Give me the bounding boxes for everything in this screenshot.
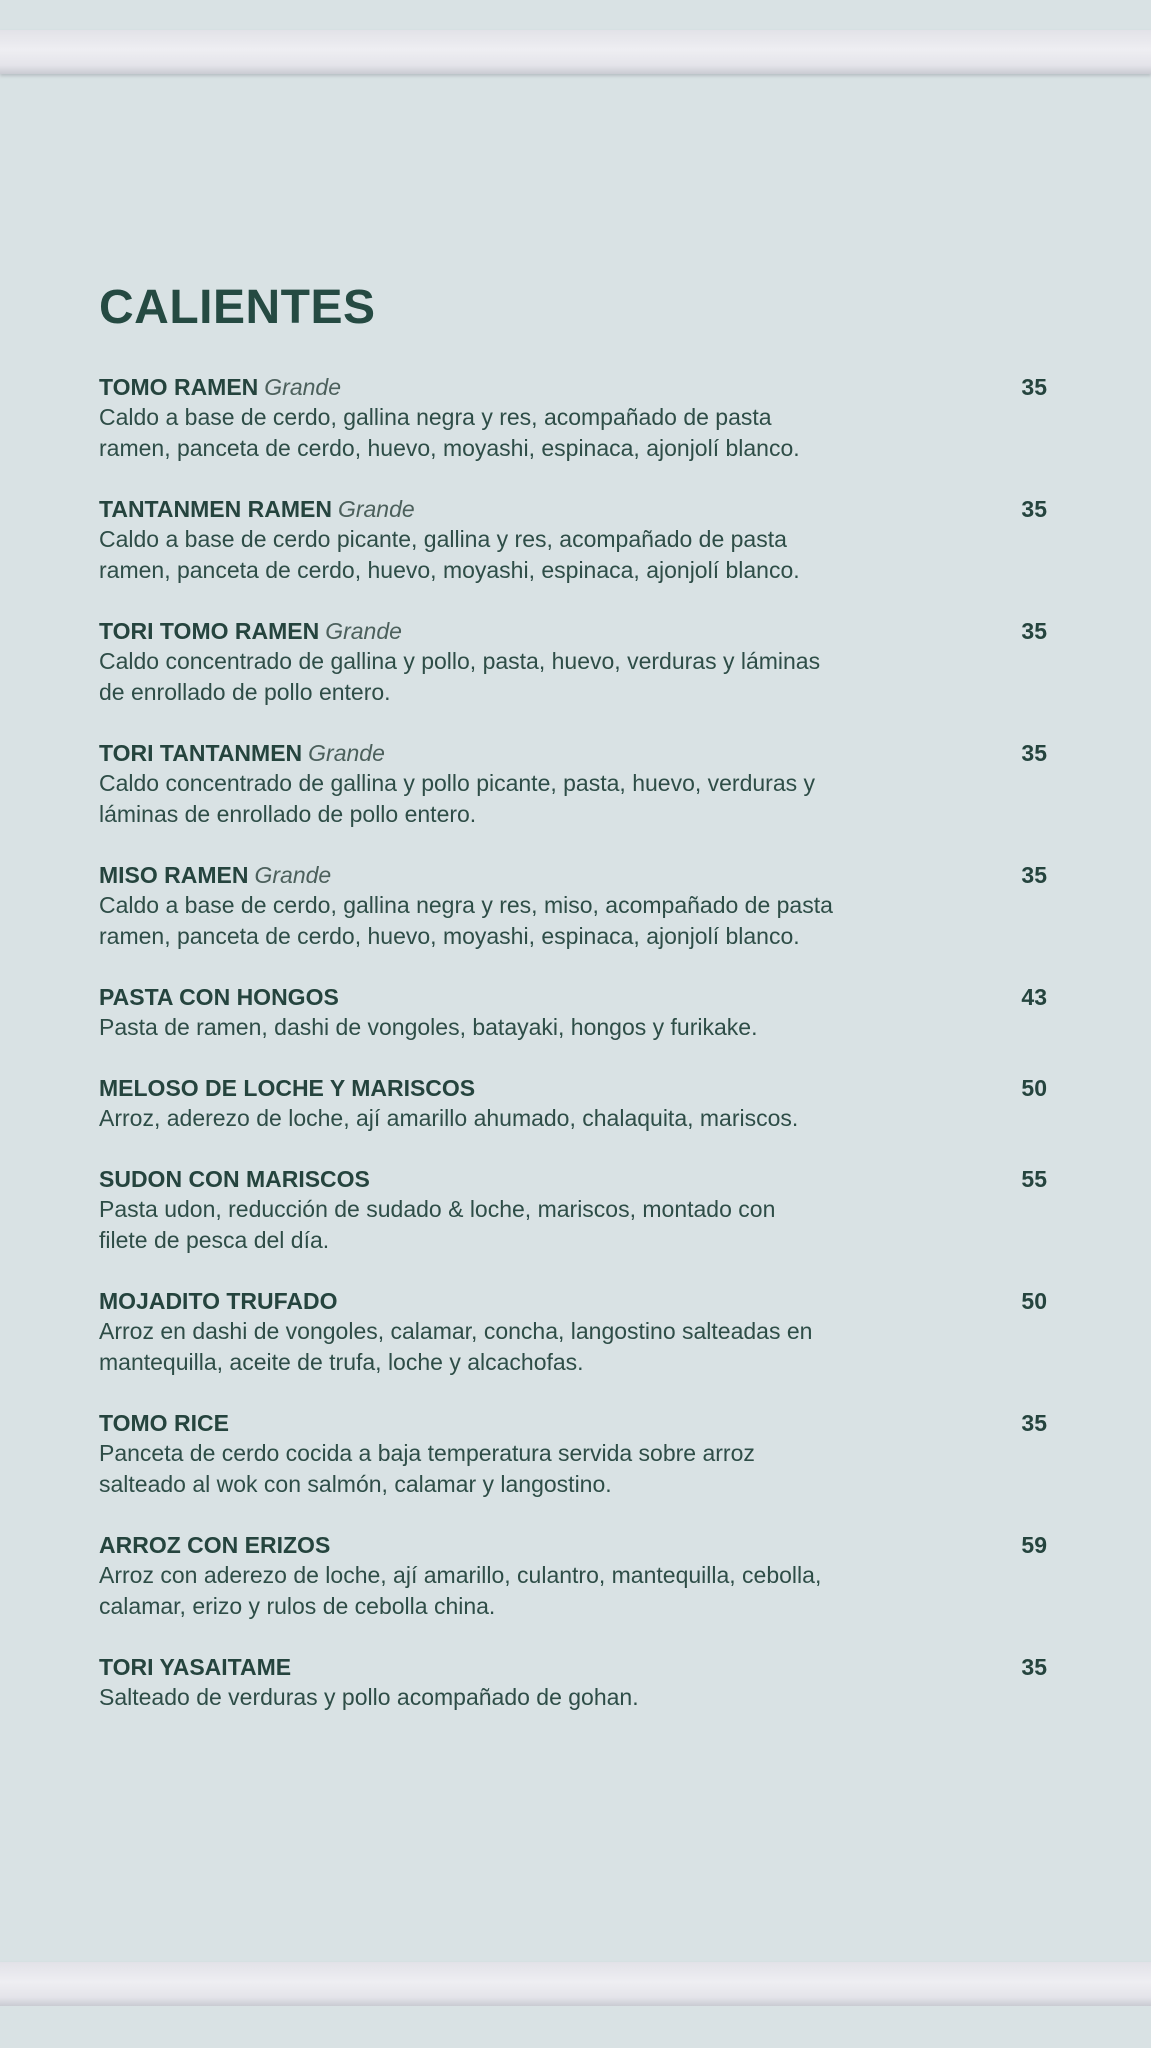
menu-item-name: TORI YASAITAME bbox=[99, 1654, 292, 1680]
menu-item-description-line: Salteado de verduras y pollo acompañado de gohan. bbox=[99, 1684, 639, 1710]
menu-item bbox=[99, 1408, 1047, 1500]
menu-item-price: 35 bbox=[1021, 862, 1047, 888]
menu-item-title bbox=[99, 982, 339, 1012]
menu-item-name: MELOSO DE LOCHE Y MARISCOS bbox=[99, 1075, 476, 1101]
menu-item-header bbox=[99, 982, 1047, 1012]
menu-item-title bbox=[99, 1073, 475, 1103]
menu-item-title bbox=[99, 1530, 330, 1560]
menu-item-title bbox=[99, 738, 385, 768]
menu-item-header bbox=[99, 1408, 1047, 1438]
page-divider-top bbox=[0, 30, 1151, 74]
menu-item-name: TOMO RAMEN bbox=[99, 374, 259, 400]
menu-item-description-line: Arroz con aderezo de loche, ají amarillo, culantro, mantequilla, cebolla, bbox=[99, 1562, 822, 1588]
bottom-margin bbox=[0, 2006, 1151, 2048]
menu-item-description-line: salteado al wok con salmón, calamar y langostino. bbox=[99, 1471, 612, 1497]
menu-list bbox=[99, 372, 1047, 1743]
menu-item bbox=[99, 1073, 1047, 1134]
menu-item-header bbox=[99, 860, 1047, 890]
menu-item-description-line: calamar, erizo y rulos de cebolla china. bbox=[99, 1593, 496, 1619]
menu-item-description-line: Caldo concentrado de gallina y pollo, pasta, huevo, verduras y láminas bbox=[99, 648, 821, 674]
menu-item-price: 35 bbox=[1021, 618, 1047, 644]
menu-item-description-line: Pasta udon, reducción de sudado & loche, mariscos, montado con bbox=[99, 1196, 776, 1222]
menu-item-name: MOJADITO TRUFADO bbox=[99, 1288, 338, 1314]
menu-item-description-line: ramen, panceta de cerdo, huevo, moyashi, espinaca, ajonjolí blanco. bbox=[99, 435, 800, 461]
menu-item-header bbox=[99, 1286, 1047, 1316]
menu-item-header bbox=[99, 1530, 1047, 1560]
menu-item-price: 59 bbox=[1021, 1532, 1047, 1558]
menu-item-title bbox=[99, 1652, 291, 1682]
menu-item bbox=[99, 1652, 1047, 1713]
menu-item-title bbox=[99, 616, 402, 646]
menu-item-name: MISO RAMEN bbox=[99, 862, 249, 888]
menu-item-size: Grande bbox=[254, 862, 332, 888]
menu-item bbox=[99, 372, 1047, 464]
menu-item-title bbox=[99, 1164, 370, 1194]
menu-item-header bbox=[99, 372, 1047, 402]
menu-item-price: 35 bbox=[1021, 1410, 1047, 1436]
menu-item-description-line: láminas de enrollado de pollo entero. bbox=[99, 801, 477, 827]
menu-item-title bbox=[99, 372, 341, 402]
menu-item bbox=[99, 494, 1047, 586]
menu-item-header bbox=[99, 738, 1047, 768]
menu-item bbox=[99, 616, 1047, 708]
menu-item-name: ARROZ CON ERIZOS bbox=[99, 1532, 331, 1558]
menu-item-name: SUDON CON MARISCOS bbox=[99, 1166, 370, 1192]
menu-item-title bbox=[99, 1286, 338, 1316]
menu-item-size: Grande bbox=[264, 374, 342, 400]
menu-item-description-line: Panceta de cerdo cocida a baja temperatura servida sobre arroz bbox=[99, 1440, 755, 1466]
menu-item bbox=[99, 1530, 1047, 1622]
menu-item-size: Grande bbox=[308, 740, 385, 766]
menu-item-title bbox=[99, 860, 331, 890]
menu-item-size: Grande bbox=[337, 496, 415, 522]
menu-item-price: 43 bbox=[1021, 984, 1047, 1010]
menu-item-price: 55 bbox=[1021, 1166, 1047, 1192]
section-title: CALIENTES bbox=[99, 281, 376, 334]
menu-item-description-line: ramen, panceta de cerdo, huevo, moyashi, espinaca, ajonjolí blanco. bbox=[99, 557, 800, 583]
menu-item-title bbox=[99, 494, 415, 524]
menu-item-description-line: Pasta de ramen, dashi de vongoles, batayaki, hongos y furikake. bbox=[99, 1014, 758, 1040]
menu-item-header bbox=[99, 1164, 1047, 1194]
menu-item bbox=[99, 860, 1047, 952]
menu-item-name: TOMO RICE bbox=[99, 1410, 229, 1436]
menu-item-description-line: Caldo concentrado de gallina y pollo picante, pasta, huevo, verduras y bbox=[99, 770, 816, 796]
menu-item-price: 35 bbox=[1021, 374, 1047, 400]
menu-item bbox=[99, 1286, 1047, 1378]
menu-item-description-line: Caldo a base de cerdo, gallina negra y res, miso, acompañado de pasta bbox=[99, 892, 833, 918]
menu-item-description-line: mantequilla, aceite de trufa, loche y alcachofas. bbox=[99, 1349, 584, 1375]
menu-item-header bbox=[99, 1652, 1047, 1682]
menu-item-price: 35 bbox=[1021, 496, 1047, 522]
menu-item-name: TORI TANTANMEN bbox=[99, 740, 303, 766]
menu-item-name: TORI TOMO RAMEN bbox=[99, 618, 320, 644]
menu-item-description-line: ramen, panceta de cerdo, huevo, moyashi, espinaca, ajonjolí blanco. bbox=[99, 923, 800, 949]
menu-item-title bbox=[99, 1408, 229, 1438]
menu-item-price: 35 bbox=[1021, 740, 1047, 766]
menu-item-description-line: de enrollado de pollo entero. bbox=[99, 679, 391, 705]
menu-item-price: 35 bbox=[1021, 1654, 1047, 1680]
menu-item bbox=[99, 982, 1047, 1043]
menu-item-description-line: filete de pesca del día. bbox=[99, 1227, 330, 1253]
top-margin bbox=[0, 0, 1151, 30]
menu-item-price: 50 bbox=[1021, 1075, 1047, 1101]
menu-item-description-line: Caldo a base de cerdo, gallina negra y res, acompañado de pasta bbox=[99, 404, 772, 430]
page-divider-bottom bbox=[0, 1962, 1151, 2006]
menu-item-header bbox=[99, 1073, 1047, 1103]
menu-item-size: Grande bbox=[325, 618, 402, 644]
menu-item-name: PASTA CON HONGOS bbox=[99, 984, 339, 1010]
menu-item-header bbox=[99, 616, 1047, 646]
menu-item-header bbox=[99, 494, 1047, 524]
menu-item-description-line: Arroz, aderezo de loche, ají amarillo ahumado, chalaquita, mariscos. bbox=[99, 1105, 799, 1131]
menu-item bbox=[99, 1164, 1047, 1256]
menu-item bbox=[99, 738, 1047, 830]
menu-item-description-line: Arroz en dashi de vongoles, calamar, concha, langostino salteadas en bbox=[99, 1318, 813, 1344]
menu-item-price: 50 bbox=[1021, 1288, 1047, 1314]
menu-item-name: TANTANMEN RAMEN bbox=[99, 496, 332, 522]
menu-item-description-line: Caldo a base de cerdo picante, gallina y res, acompañado de pasta bbox=[99, 526, 787, 552]
